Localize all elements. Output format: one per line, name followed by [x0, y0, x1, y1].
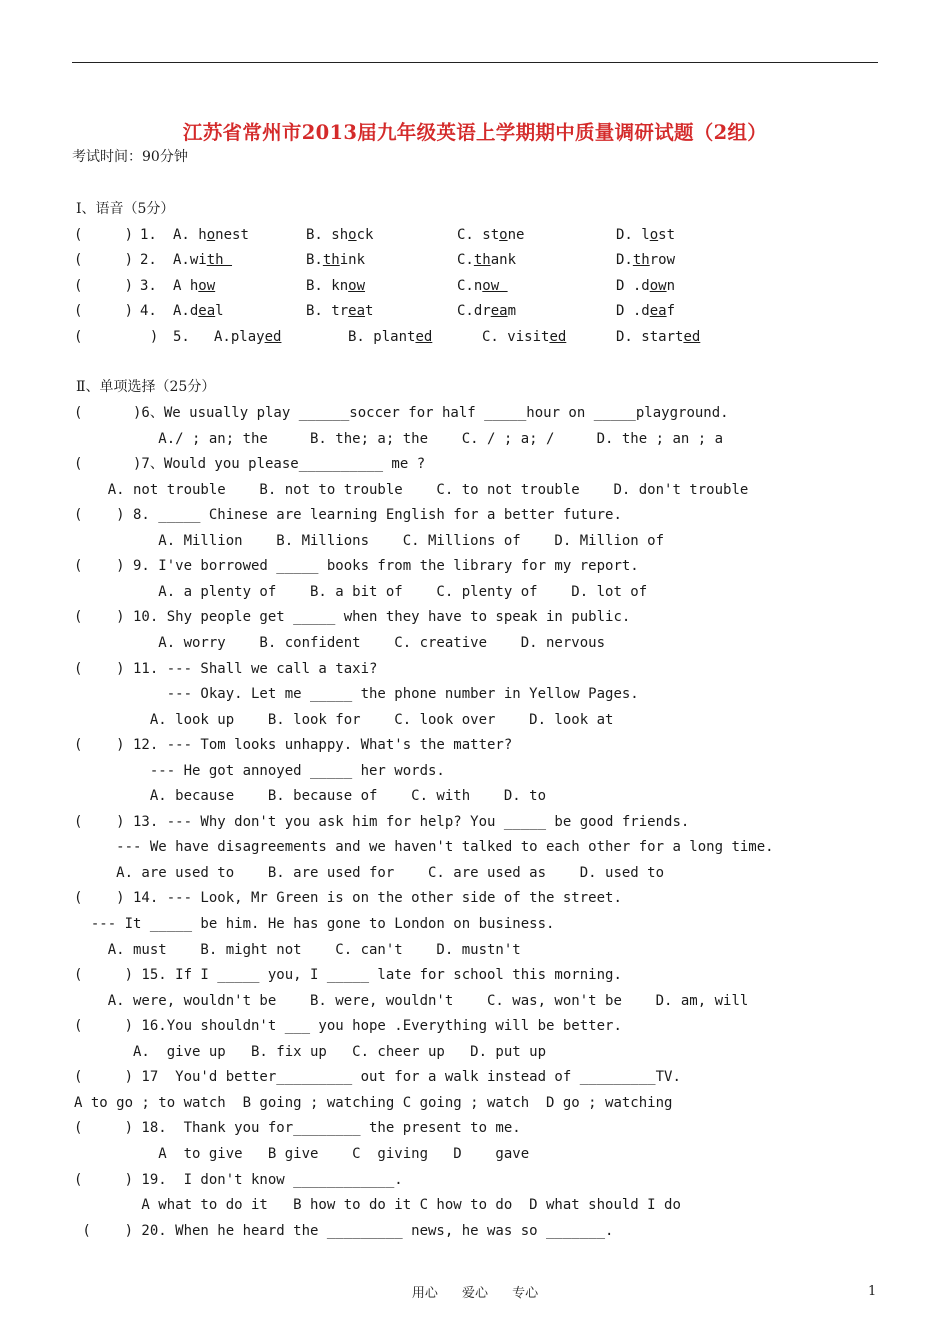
- question-line: A. look up B. look for C. look over D. look at: [74, 712, 614, 728]
- footer-word-3: 专心: [512, 1286, 539, 1301]
- option-d-post: st: [658, 227, 676, 243]
- question-line: A. were, wouldn't be B. were, wouldn't C. was, won't be D. am, will: [74, 993, 749, 1009]
- question-line: A. give up B. fix up C. cheer up D. put up: [74, 1044, 547, 1060]
- question-line: ( ) 20. When he heard the _________ news, he was so _______.: [74, 1223, 614, 1239]
- option-d: [616, 302, 675, 320]
- option-c-post: ne: [507, 227, 525, 243]
- option-b-u: ea: [348, 303, 366, 319]
- option-a-post: nest: [215, 227, 249, 243]
- option-d: [616, 328, 700, 346]
- question-line: ( ) 12. --- Tom looks unhappy. What's the matter?: [74, 737, 513, 753]
- option-c-u: ow: [482, 278, 508, 294]
- option-c-pre: C.n: [457, 278, 483, 294]
- option-b: [306, 277, 365, 295]
- option-c-u: ed: [549, 329, 567, 345]
- question-line: A. a plenty of B. a bit of C. plenty of D. lot of: [74, 584, 648, 600]
- option-a-pre: A.d: [173, 303, 199, 319]
- question-line: ( )6、We usually play ______soccer for half _____hour on _____playground.: [74, 405, 729, 421]
- option-d-post: n: [666, 278, 676, 294]
- question-line: A. Million B. Millions C. Millions of D. Million of: [74, 533, 665, 549]
- answer-bracket: ( ): [74, 227, 134, 243]
- option-b: [348, 328, 432, 346]
- option-b-u: ed: [415, 329, 433, 345]
- option-b: [306, 302, 373, 320]
- answer-bracket: ( ): [74, 252, 134, 268]
- option-d-u: th: [632, 252, 650, 268]
- question-line: ( ) 13. --- Why don't you ask him for help? You _____ be good friends.: [74, 814, 690, 830]
- option-c: [482, 328, 566, 346]
- option-d-pre: D .d: [616, 278, 650, 294]
- option-a-pre: A. h: [173, 227, 207, 243]
- option-d-post: f: [666, 303, 676, 319]
- option-c-u: o: [499, 227, 508, 243]
- question-line: ( ) 16.You shouldn't ___ you hope .Everything will be better.: [74, 1018, 622, 1034]
- question-number: 2.: [140, 252, 157, 268]
- option-d-u: ow: [649, 278, 667, 294]
- option-a: [173, 302, 224, 320]
- option-c-post: m: [507, 303, 517, 319]
- header-rule: [72, 62, 878, 63]
- option-a: [173, 277, 215, 295]
- option-c: [457, 226, 524, 244]
- option-b-pre: B. kn: [306, 278, 349, 294]
- option-b: [306, 226, 373, 244]
- option-b-pre: B. plant: [348, 329, 416, 345]
- section2-heading: Ⅱ、单项选择（25分）: [76, 379, 216, 395]
- option-b-pre: B. sh: [306, 227, 349, 243]
- footer-word-2: 爱心: [461, 1286, 488, 1301]
- option-a-pre: A h: [173, 278, 199, 294]
- option-d-u: ea: [649, 303, 667, 319]
- question-line: --- He got annoyed _____ her words.: [74, 763, 445, 779]
- question-line: ( ) 19. I don't know ____________.: [74, 1172, 403, 1188]
- option-a-u: o: [206, 227, 216, 243]
- question-line: A./ ; an; the B. the; a; the C. / ; a; / D. the ; an ; a: [74, 431, 724, 447]
- question-line: --- We have disagreements and we haven't talked to each other for a long time.: [74, 839, 774, 855]
- question-line: A. not trouble B. not to trouble C. to not trouble D. don't trouble: [74, 482, 749, 498]
- page-title: 江苏省常州市2013届九年级英语上学期期中质量调研试题（2组）: [182, 121, 768, 144]
- answer-bracket: ( ): [74, 329, 159, 345]
- option-d-pre: D. l: [616, 227, 650, 243]
- option-a-u: th: [206, 252, 233, 268]
- question-line: A. must B. might not C. can't D. mustn't: [74, 942, 521, 958]
- option-b-pre: B. tr: [306, 303, 349, 319]
- option-a-u: ow: [198, 278, 216, 294]
- question-line: --- It _____ be him. He has gone to London on business.: [74, 916, 555, 932]
- option-b-u: o: [348, 227, 357, 243]
- option-a: [214, 328, 281, 346]
- option-c-pre: C.dr: [457, 303, 491, 319]
- option-d-pre: D. start: [616, 329, 684, 345]
- option-a-pre: A.play: [214, 329, 265, 345]
- question-number: 5.: [173, 329, 190, 345]
- exam-time: 考试时间：90分钟: [72, 149, 188, 165]
- question-line: ( ) 9. I've borrowed _____ books from the library for my report.: [74, 558, 639, 574]
- option-a: [173, 251, 232, 269]
- option-c-post: ank: [490, 252, 517, 268]
- option-a-u: ea: [198, 303, 216, 319]
- page-number: 1: [868, 1284, 877, 1299]
- question-number: 3.: [140, 278, 157, 294]
- option-c-u: ea: [490, 303, 508, 319]
- question-line: ( ) 10. Shy people get _____ when they have to speak in public.: [74, 609, 631, 625]
- question-line: A. worry B. confident C. creative D. nervous: [74, 635, 606, 651]
- option-c: [457, 277, 508, 295]
- option-d: [616, 277, 675, 295]
- question-line: ( )7、Would you please__________ me ?: [74, 456, 426, 472]
- option-c: [457, 251, 516, 269]
- option-d-pre: D .d: [616, 303, 650, 319]
- question-line: A what to do it B how to do it C how to do D what should I do: [74, 1197, 681, 1213]
- question-line: ( ) 15. If I _____ you, I _____ late for school this morning.: [74, 967, 622, 983]
- option-a-post: l: [215, 303, 224, 319]
- question-line: ( ) 17 You'd better_________ out for a walk instead of _________TV.: [74, 1069, 681, 1085]
- option-d-u: ed: [683, 329, 701, 345]
- section1-heading: Ⅰ、语音（5分）: [76, 201, 175, 217]
- option-d-post: row: [649, 252, 676, 268]
- question-line: --- Okay. Let me _____ the phone number in Yellow Pages.: [74, 686, 639, 702]
- question-number: 1.: [140, 227, 157, 243]
- question-line: A to give B give C giving D gave: [74, 1146, 530, 1162]
- option-c-pre: C. st: [457, 227, 500, 243]
- answer-bracket: ( ): [74, 303, 134, 319]
- option-b-u: ow: [348, 278, 366, 294]
- option-d: [616, 251, 675, 269]
- question-line: ( ) 8. _____ Chinese are learning English for a better future.: [74, 507, 622, 523]
- question-line: A. are used to B. are used for C. are used as D. used to: [74, 865, 665, 881]
- option-b-pre: B.: [306, 252, 323, 268]
- option-a: [173, 226, 249, 244]
- question-line: ( ) 18. Thank you for________ the present to me.: [74, 1120, 521, 1136]
- option-b-post: t: [365, 303, 374, 319]
- answer-bracket: ( ): [74, 278, 134, 294]
- question-line: ( ) 14. --- Look, Mr Green is on the other side of the street.: [74, 890, 622, 906]
- option-b-post: ink: [339, 252, 366, 268]
- footer-word-1: 用心: [411, 1286, 438, 1301]
- option-a-u: ed: [264, 329, 282, 345]
- option-b-post: ck: [356, 227, 374, 243]
- question-line: A. because B. because of C. with D. to: [74, 788, 547, 804]
- option-d-pre: D.: [616, 252, 633, 268]
- option-a-pre: A.wi: [173, 252, 207, 268]
- option-b: [306, 251, 365, 269]
- option-d: [616, 226, 675, 244]
- option-c-u: th: [473, 252, 491, 268]
- option-c-pre: C.: [457, 252, 474, 268]
- option-b-u: th: [322, 252, 340, 268]
- option-d-u: o: [649, 227, 659, 243]
- question-number: 4.: [140, 303, 157, 319]
- option-c: [457, 302, 516, 320]
- question-line: A to go ; to watch B going ; watching C going ; watch D go ; watching: [74, 1095, 673, 1111]
- footer-slogan: [0, 1282, 950, 1301]
- question-line: ( ) 11. --- Shall we call a taxi?: [74, 661, 378, 677]
- option-c-pre: C. visit: [482, 329, 550, 345]
